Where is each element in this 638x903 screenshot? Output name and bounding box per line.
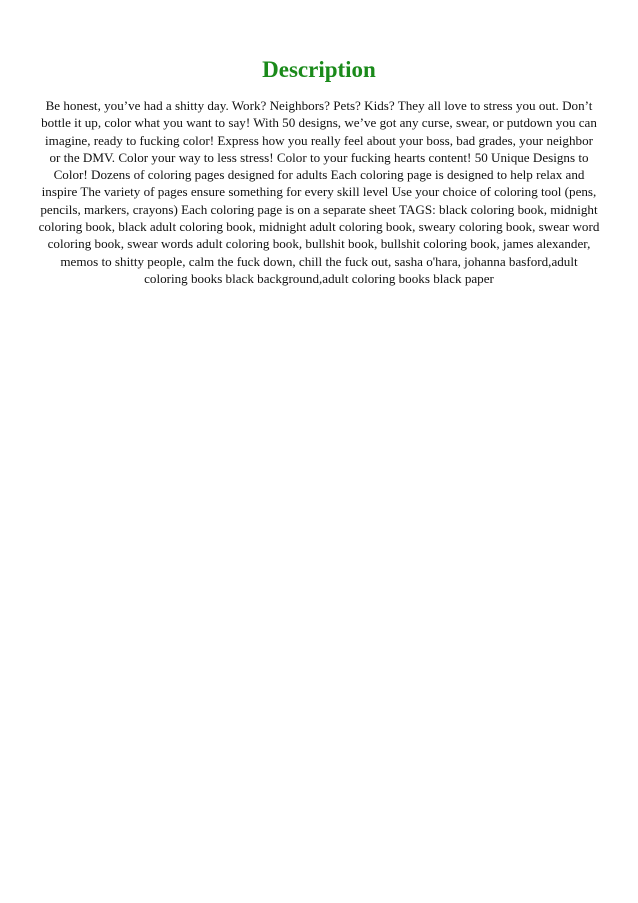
page-title: Description	[262, 57, 376, 82]
description-paragraph: Be honest, you’ve had a shitty day. Work? Neighbors? Pets? Kids? They all love to stress you out. Don’t bottle it up, color what you want to say! With 50 designs, we’ve got any curse, swear, or putdown you can imagine, ready to fucking color! Express how you really feel about your boss, bad grades, your neighbor or the DMV. Color your way to less stress! Color to your fucking hearts content! 50 Unique Designs to Color! Dozens of coloring pages designed for adults Each coloring page is designed to help relax and inspire The variety of pages ensure something for every skill level Use your choice of coloring tool (pens, pencils, markers, crayons) Each coloring page is on a separate sheet TAGS: black coloring book, midnight coloring book, black adult coloring book, midnight adult coloring book, sweary coloring book, swear word coloring book, swear words adult coloring book, bullshit book, bullshit coloring book, james alexander, memos to shitty people, calm the fuck down, chill the fuck out, sasha o'hara, johanna basford,adult coloring books black background,adult coloring books black paper	[38, 98, 600, 286]
